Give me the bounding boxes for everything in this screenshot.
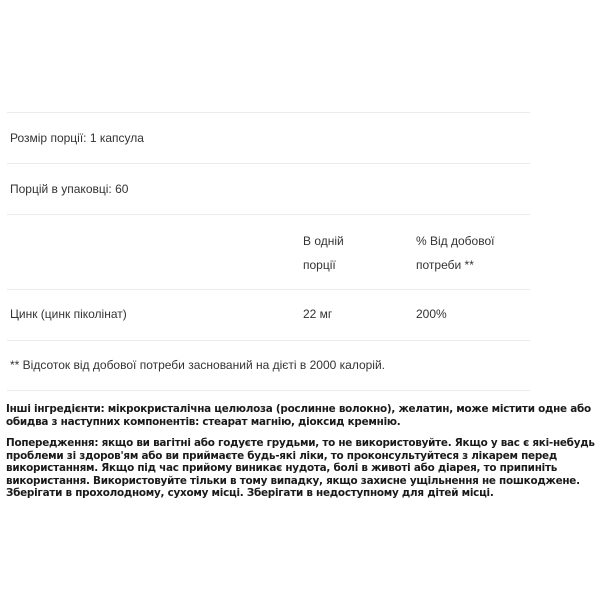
table-header-row bbox=[7, 214, 530, 289]
per-serving-header bbox=[303, 229, 393, 277]
other-ingredients-text: Інші інгредієнти: мікрокристалічна целюлоза (рослинне волокно), желатин, може містити одне або обидва з наступних компонентів: стеарат магнію, діоксид кремнію. bbox=[6, 403, 591, 428]
serving-size-text: Розмір порції: 1 капсула bbox=[10, 131, 144, 145]
table-row bbox=[7, 289, 530, 340]
nutrient-name: Цинк (цинк піколінат) bbox=[10, 307, 127, 321]
nutrient-amount: 22 мг bbox=[303, 307, 333, 321]
per-serving-header-line2: порції bbox=[303, 258, 336, 272]
nutrient-daily-value: 200% bbox=[416, 307, 447, 321]
daily-value-footnote: ** Відсоток від добової потреби заснований на дієті в 2000 калорій. bbox=[10, 358, 386, 372]
footnote-row bbox=[7, 340, 530, 391]
servings-per-container-text: Порцій в упаковці: 60 bbox=[10, 182, 129, 196]
daily-value-header-line1: % Від добової bbox=[416, 234, 495, 248]
serving-size-row bbox=[7, 112, 530, 163]
servings-per-container-row bbox=[7, 163, 530, 214]
supplement-facts-table bbox=[7, 112, 530, 391]
daily-value-header bbox=[416, 229, 526, 277]
per-serving-header-line1: В одній bbox=[303, 234, 344, 248]
daily-value-header-line2: потреби ** bbox=[416, 258, 474, 272]
warning-text: Попередження: якщо ви вагітні або годуєте грудьми, то не використовуйте. Якщо у вас є які-небудь проблеми зі здоров'ям або ви приймаєте будь-які ліки, то проконсультуйтеся з лікарем перед використанням. Якщо під час прийому виникає нудота, болі в животі або діарея, то припиніть використання. Використовуйте тільки в тому випадку, якщо захисне ущільнення не пошкоджене. Зберігати в прохолодному, сухому місці. Зберігати в недоступному для дітей місці. bbox=[6, 437, 595, 499]
product-notes bbox=[6, 403, 596, 509]
